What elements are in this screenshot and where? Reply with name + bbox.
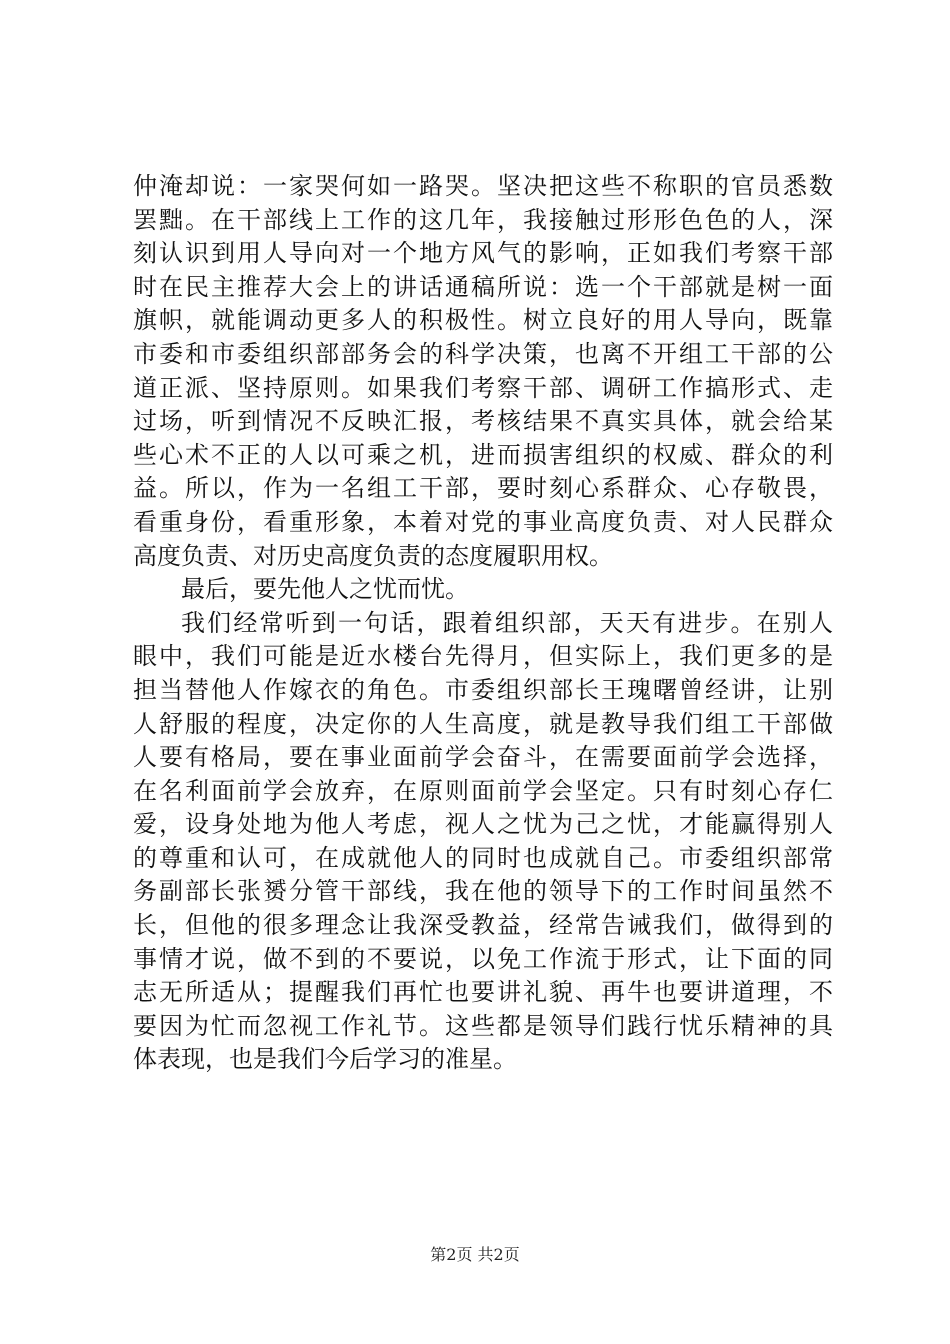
text-line: 要因为忙而忽视工作礼节。这些都是领导们践行忧乐精神的具 bbox=[133, 1011, 833, 1040]
text-line: 务副部长张赟分管干部线，我在他的领导下的工作时间虽然不 bbox=[133, 877, 833, 906]
text-line: 爱，设身处地为他人考虑，视人之忧为己之忧，才能赢得别人 bbox=[133, 810, 833, 839]
text-line: 旗帜，就能调动更多人的积极性。树立良好的用人导向，既靠 bbox=[133, 306, 833, 335]
text-line: 担当替他人作嫁衣的角色。市委组织部长王瑰曙曾经讲，让别 bbox=[133, 675, 833, 704]
text-line: 道正派、坚持原则。如果我们考察干部、调研工作搞形式、走 bbox=[133, 373, 833, 402]
text-line: 眼中，我们可能是近水楼台先得月，但实际上，我们更多的是 bbox=[133, 642, 833, 671]
text-line: 些心术不正的人以可乘之机，进而损害组织的权威、群众的利 bbox=[133, 440, 833, 469]
text-line: 过场，听到情况不反映汇报，考核结果不真实具体，就会给某 bbox=[133, 407, 833, 436]
text-line: 看重身份，看重形象，本着对党的事业高度负责、对人民群众 bbox=[133, 507, 833, 536]
text-line: 刻认识到用人导向对一个地方风气的影响，正如我们考察干部 bbox=[133, 239, 833, 268]
text-line: 时在民主推荐大会上的讲话通稿所说：选一个干部就是树一面 bbox=[133, 272, 833, 301]
paragraph bbox=[133, 607, 833, 1077]
text-line: 体表现，也是我们今后学习的准星。 bbox=[133, 1045, 517, 1074]
text-line: 高度负责、对历史高度负责的态度履职用权。 bbox=[133, 541, 613, 570]
paragraph bbox=[133, 573, 833, 607]
text-line: 我们经常听到一句话，跟着组织部，天天有进步。在别人 bbox=[181, 608, 833, 637]
text-line: 人要有格局，要在事业面前学会奋斗，在需要面前学会选择， bbox=[133, 743, 833, 772]
text-line: 罢黜。在干部线上工作的这几年，我接触过形形色色的人，深 bbox=[133, 205, 833, 234]
page-footer: 第2页 共2页 bbox=[430, 1245, 520, 1264]
paragraph bbox=[133, 170, 833, 573]
text-line: 志无所适从；提醒我们再忙也要讲礼貌、再牛也要讲道理，不 bbox=[133, 978, 833, 1007]
text-line: 长，但他的很多理念让我深受教益，经常告诫我们，做得到的 bbox=[133, 911, 833, 940]
text-line: 的尊重和认可，在成就他人的同时也成就自己。市委组织部常 bbox=[133, 843, 833, 872]
text-line: 市委和市委组织部部务会的科学决策，也离不开组工干部的公 bbox=[133, 339, 833, 368]
text-line: 仲淹却说：一家哭何如一路哭。坚决把这些不称职的官员悉数 bbox=[133, 172, 833, 200]
text-line: 人舒服的程度，决定你的人生高度，就是教导我们组工干部做 bbox=[133, 709, 833, 738]
text-line: 益。所以，作为一名组工干部，要时刻心系群众、心存敬畏， bbox=[133, 474, 833, 503]
text-line: 最后，要先他人之忧而忧。 bbox=[181, 575, 469, 604]
text-line: 在名利面前学会放弃，在原则面前学会坚定。只有时刻心存仁 bbox=[133, 776, 833, 805]
document-body bbox=[133, 170, 833, 1077]
text-line: 事情才说，做不到的不要说，以免工作流于形式，让下面的同 bbox=[133, 944, 833, 973]
